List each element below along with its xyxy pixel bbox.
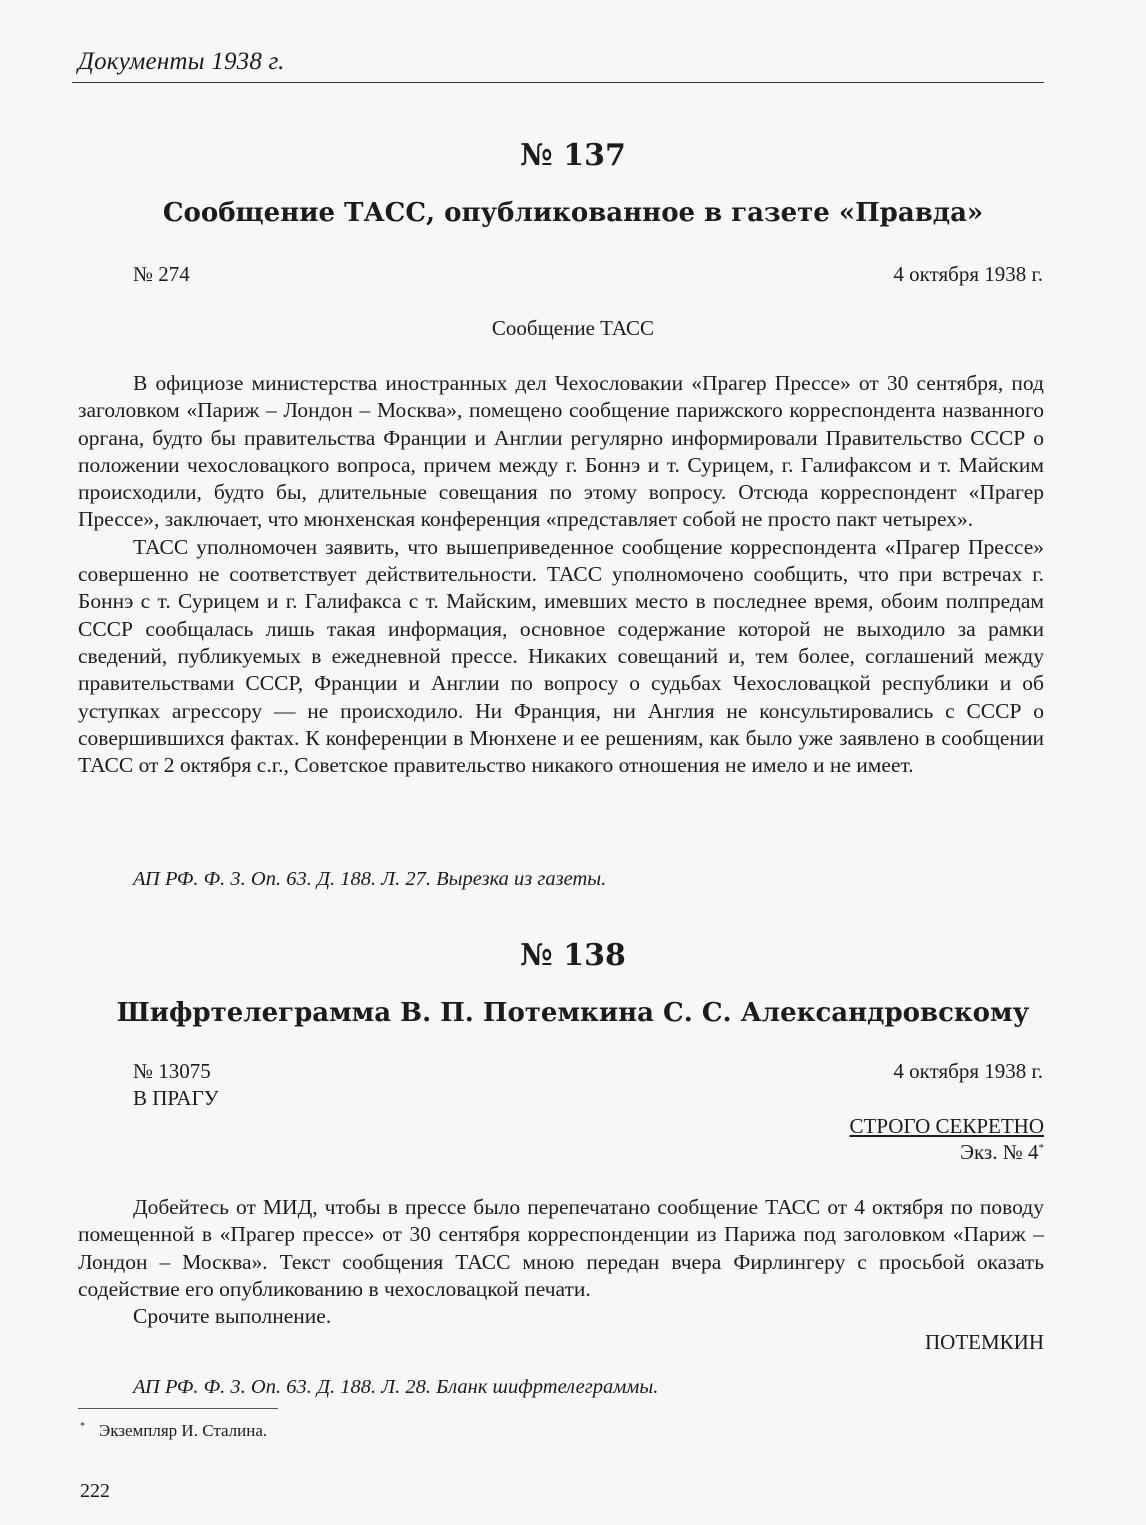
doc138-source: АП РФ. Ф. 3. Оп. 63. Д. 188. Л. 28. Бланк шифртелеграммы. [133, 1376, 659, 1398]
doc138-copy-number [960, 1140, 1044, 1165]
header-rule [72, 82, 1044, 83]
footnote-mark: * [80, 1421, 85, 1432]
doc138-ref-number: № 13075 [133, 1059, 211, 1083]
doc137-date: 4 октября 1938 г. [893, 262, 1043, 286]
doc137-ref-number: № 274 [133, 262, 190, 286]
doc137-subtitle: Сообщение ТАСС [491, 316, 655, 340]
doc137-source: АП РФ. Ф. 3. Оп. 63. Д. 188. Л. 27. Вырезка из газеты. [133, 868, 607, 890]
doc137-title: Сообщение ТАСС, опубликованное в газете «Правда» [162, 198, 984, 228]
doc138-date: 4 октября 1938 г. [893, 1059, 1043, 1083]
doc137-meta-row [133, 262, 1043, 287]
doc138-paragraph: Срочите выполнение. [133, 1304, 332, 1329]
doc138-title: Шифртелеграмма В. П. Потемкина С. С. Александровскому [116, 998, 1030, 1028]
doc137-paragraph: ТАСС уполномочен заявить, что вышеприведенное сообщение корреспондента «Прагер Прессе» совершенно не соответствует действительности. ТАСС уполномочено сообщить, что при встречах г. Боннэ с т. Сурицем и г. Галифакса с т. Майским, имевших место в последнее время, обоим полпредам СССР сообщалась лишь такая информация, основное содержание которой не выходило за рамки сведений, публикуемых в ежедневной прессе. Никаких совещаний и, тем более, соглашений между правительствами СССР, Франции и Англии по вопросу о судьбах Чехословацкой республики и об уступках агрессору — не происходило. Ни Франция, ни Англия не консультировались с СССР о совершившихся фактах. К конференции в Мюнхене и ее решениям, как было уже заявлено в сообщении ТАСС от 2 октября с.г., Советское правительство никакого отношения не имело и не имеет. [78, 534, 1044, 778]
doc138-destination: В ПРАГУ [133, 1086, 219, 1110]
footnote-text: Экземпляр И. Сталина. [99, 1421, 268, 1440]
footnote [80, 1421, 267, 1441]
doc138-body [78, 1194, 1044, 1330]
doc138-classification: СТРОГО СЕКРЕТНО [849, 1114, 1044, 1138]
doc138-copy-footnote-mark: * [1038, 1142, 1044, 1154]
doc138-meta-row [133, 1059, 1043, 1084]
doc138-signature: ПОТЕМКИН [925, 1330, 1044, 1354]
doc138-paragraph: Добейтесь от МИД, чтобы в прессе было перепечатано сообщение ТАСС от 4 октября по поводу помещенной в «Прагер прессе» от 30 сентября корреспонденции из Парижа под заголовком «Париж – Лондон – Москва». Текст сообщения ТАСС мною передан вчера Фирлингеру с просьбой оказать содействие его опубликованию в чехословацкой печати. [78, 1195, 1044, 1301]
doc138-copy-number-text: Экз. № 4 [960, 1140, 1039, 1164]
page-number: 222 [80, 1480, 110, 1502]
doc138-number: № 138 [520, 938, 626, 973]
running-head: Документы 1938 г. [78, 48, 285, 75]
doc137-body [78, 370, 1044, 779]
doc137-number: № 137 [520, 138, 626, 173]
doc137-paragraph: В официозе министерства иностранных дел Чехословакии «Прагер Прессе» от 30 сентября, под заголовком «Париж – Лондон – Москва», помещено сообщение парижского корреспондента названного органа, будто бы правительства Франции и Англии регулярно информировали Правительство СССР о положении чехословацкого вопроса, причем между г. Боннэ и т. Сурицем, г. Галифаксом и т. Майским происходили, будто бы, длительные совещания по этому вопросу. Отсюда корреспондент «Прагер Прессе», заключает, что мюнхенская конференция «представляет собой не просто пакт четырех». [78, 371, 1044, 532]
footnote-rule [78, 1408, 278, 1409]
